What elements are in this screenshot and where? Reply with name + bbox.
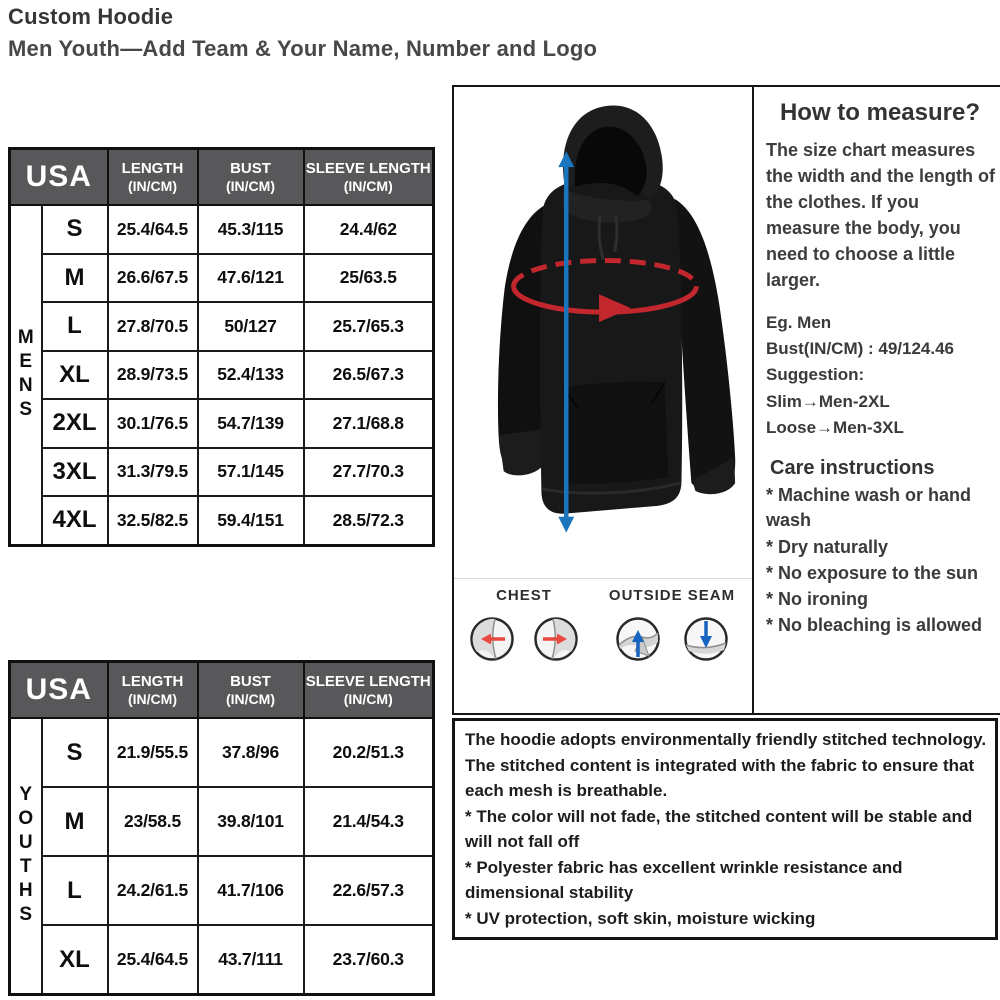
bust-cell: 39.8/101: [198, 787, 304, 856]
sleeve-cell: 26.5/67.3: [304, 351, 434, 400]
table-row: [10, 351, 434, 400]
size-cell: 2XL: [42, 399, 108, 448]
size-cell: M: [42, 254, 108, 303]
length-cell: 30.1/76.5: [108, 399, 198, 448]
bust-cell: 45.3/115: [198, 205, 304, 254]
table-row: [10, 302, 434, 351]
bust-header: BUST (IN/CM): [198, 149, 304, 206]
care-item: * No bleaching is allowed: [766, 615, 983, 636]
sleeve-cell: 28.5/72.3: [304, 496, 434, 545]
bust-cell: 50/127: [198, 302, 304, 351]
bust-cell: 47.6/121: [198, 254, 304, 303]
chest-label: CHEST: [496, 587, 552, 604]
length-cell: 31.3/79.5: [108, 448, 198, 497]
hoodie-measure-panel: [452, 85, 754, 715]
size-cell: 4XL: [42, 496, 108, 545]
outside-seam-measure-group: [602, 587, 742, 662]
example-line: Suggestion:: [766, 365, 865, 385]
mens-size-table: [8, 147, 435, 547]
bust-cell: 41.7/106: [198, 856, 304, 925]
size-cell: L: [42, 302, 108, 351]
length-cell: 26.6/67.5: [108, 254, 198, 303]
length-cell: 25.4/64.5: [108, 925, 198, 995]
example-line: Slim→Men-2XL: [766, 391, 890, 411]
product-description-panel: [452, 718, 998, 940]
usa-header: USA: [10, 662, 108, 719]
length-cell: 32.5/82.5: [108, 496, 198, 545]
description-line: * UV protection, soft skin, moisture wicking: [465, 908, 816, 928]
care-instructions-list: [754, 483, 1000, 638]
example-line: Eg. Men: [766, 312, 832, 332]
table-row: [10, 496, 434, 545]
table-row: [10, 254, 434, 303]
chest-arrow-left-icon: [469, 616, 515, 662]
sleeve-header: SLEEVE LENGTH (IN/CM): [304, 662, 434, 719]
length-cell: 24.2/61.5: [108, 856, 198, 925]
table-row: [10, 925, 434, 995]
hoodie-right-sleeve: [675, 199, 736, 492]
sleeve-cell: 27.1/68.8: [304, 399, 434, 448]
bust-cell: 59.4/151: [198, 496, 304, 545]
length-cell: 27.8/70.5: [108, 302, 198, 351]
mens-header-row: [10, 149, 434, 206]
bust-cell: 54.7/139: [198, 399, 304, 448]
table-row: [10, 718, 434, 787]
size-cell: S: [42, 718, 108, 787]
measure-diagram-row: [454, 579, 752, 662]
length-header: LENGTH (IN/CM): [108, 662, 198, 719]
size-example-block: [754, 310, 1000, 442]
outside-seam-label: OUTSIDE SEAM: [608, 587, 736, 604]
hoodie-pocket: [563, 382, 668, 484]
length-cell: 25.4/64.5: [108, 205, 198, 254]
youth-header-row: [10, 662, 434, 719]
hoodie-image: [454, 87, 752, 579]
care-item: * Machine wash or hand wash: [766, 485, 972, 531]
sleeve-cell: 25.7/65.3: [304, 302, 434, 351]
how-to-measure-panel: [754, 85, 1000, 715]
bust-cell: 37.8/96: [198, 718, 304, 787]
size-cell: S: [42, 205, 108, 254]
length-cell: 28.9/73.5: [108, 351, 198, 400]
description-line: * Polyester fabric has excellent wrinkle resistance and dimensional stability: [465, 857, 903, 902]
size-cell: L: [42, 856, 108, 925]
length-arrow-bottom-icon: [558, 517, 574, 533]
chest-arrow-right-icon: [533, 616, 579, 662]
youth-size-table: [8, 660, 435, 996]
bust-cell: 57.1/145: [198, 448, 304, 497]
example-line: Loose→Men-3XL: [766, 417, 904, 437]
sleeve-cell: 22.6/57.3: [304, 856, 434, 925]
bust-cell: 52.4/133: [198, 351, 304, 400]
table-row: [10, 448, 434, 497]
sleeve-header: SLEEVE LENGTH (IN/CM): [304, 149, 434, 206]
page-title: Custom Hoodie: [8, 4, 174, 29]
size-cell: 3XL: [42, 448, 108, 497]
sleeve-cell: 21.4/54.3: [304, 787, 434, 856]
seam-arrow-up-icon: [615, 616, 661, 662]
seam-arrow-down-icon: [683, 616, 729, 662]
length-cell: 21.9/55.5: [108, 718, 198, 787]
hoodie-left-cuff: [499, 429, 544, 475]
description-line: * The color will not fade, the stitched content will be stable and will not fall off: [465, 806, 973, 851]
table-row: [10, 399, 434, 448]
size-cell: XL: [42, 925, 108, 995]
length-header: LENGTH (IN/CM): [108, 149, 198, 206]
length-cell: 23/58.5: [108, 787, 198, 856]
table-row: [10, 205, 434, 254]
chest-measure-group: [460, 587, 588, 662]
sleeve-cell: 24.4/62: [304, 205, 434, 254]
sleeve-cell: 25/63.5: [304, 254, 434, 303]
example-line: Bust(IN/CM) : 49/124.46: [766, 338, 954, 358]
care-item: * Dry naturally: [766, 536, 889, 557]
table-row: [10, 856, 434, 925]
sleeve-cell: 20.2/51.3: [304, 718, 434, 787]
hoodie-illustration: [454, 87, 752, 577]
usa-header: USA: [10, 149, 108, 206]
page-subtitle: Men Youth—Add Team & Your Name, Number and Logo: [8, 36, 598, 61]
care-item: * No exposure to the sun: [766, 562, 979, 583]
care-instructions-heading: Care instructions: [770, 457, 935, 480]
description-line: The hoodie adopts environmentally friendly stitched technology. The stitched content is integrated with the fabric to ensure that each mesh is breathable.: [465, 730, 987, 800]
mens-group-label: MENS: [10, 205, 42, 545]
care-item: * No ironing: [766, 589, 868, 610]
size-cell: M: [42, 787, 108, 856]
youth-group-label: YOUTHS: [10, 718, 42, 995]
bust-cell: 43.7/111: [198, 925, 304, 995]
sleeve-cell: 27.7/70.3: [304, 448, 434, 497]
bust-header: BUST (IN/CM): [198, 662, 304, 719]
size-cell: XL: [42, 351, 108, 400]
sleeve-cell: 23.7/60.3: [304, 925, 434, 995]
table-row: [10, 787, 434, 856]
how-to-measure-body: The size chart measures the width and the length of the clothes. If you measure the body, you need to choose a little larger.: [766, 140, 995, 291]
how-to-measure-heading: How to measure?: [779, 99, 981, 126]
